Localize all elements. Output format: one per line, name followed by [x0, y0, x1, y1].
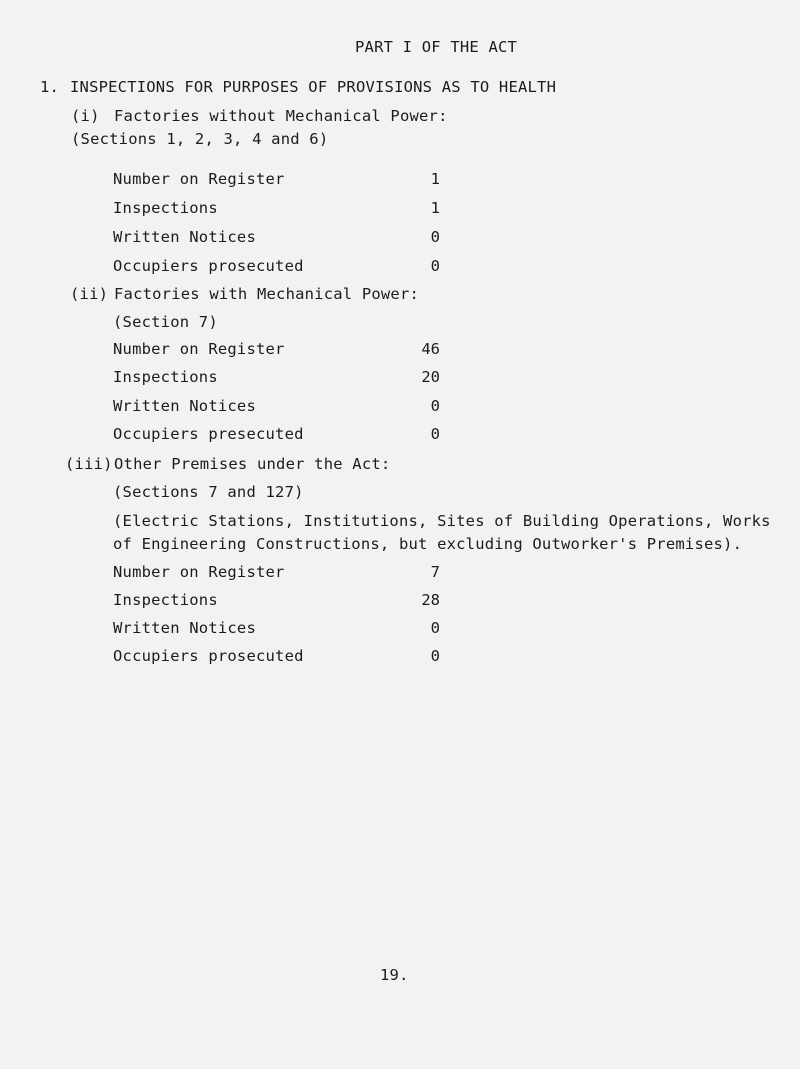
subsection-sections: (Sections 7 and 127): [113, 483, 304, 501]
row-value: 0: [430, 228, 440, 246]
row-label: Written Notices: [113, 619, 256, 637]
subsection-sections: (Sections 1, 2, 3, 4 and 6): [71, 130, 329, 148]
row-value: 0: [430, 425, 440, 443]
row-value: 46: [421, 340, 440, 358]
row-value: 0: [430, 619, 440, 637]
row-value: 20: [421, 368, 440, 386]
row-value: 1: [430, 199, 440, 217]
row-value: 28: [421, 591, 440, 609]
subsection-title: Other Premises under the Act:: [114, 455, 391, 473]
subsection-title: Factories with Mechanical Power:: [114, 285, 420, 303]
row-label: Inspections: [113, 591, 218, 609]
row-value: 0: [430, 397, 440, 415]
section-number: 1.: [40, 78, 60, 96]
subsection-label: (i): [71, 107, 100, 125]
part-title: PART I OF THE ACT: [355, 38, 518, 56]
subsection-title: Factories without Mechanical Power:: [114, 107, 448, 125]
row-label: Occupiers prosecuted: [113, 257, 304, 275]
row-label: Inspections: [113, 199, 218, 217]
row-label: Number on Register: [113, 563, 285, 581]
row-label: Inspections: [113, 368, 218, 386]
section-title: INSPECTIONS FOR PURPOSES OF PROVISIONS AS TO HEALTH: [70, 78, 557, 96]
subsection-label: (iii): [65, 455, 113, 473]
page-number: 19.: [380, 966, 409, 984]
subsection-sections: (Section 7): [113, 313, 218, 331]
row-label: Written Notices: [113, 397, 256, 415]
row-label: Number on Register: [113, 340, 285, 358]
subsection-label: (ii): [70, 285, 109, 303]
row-value: 7: [430, 563, 440, 581]
subsection-note: of Engineering Constructions, but excluding Outworker's Premises).: [113, 535, 743, 553]
row-label: Occupiers prosecuted: [113, 647, 304, 665]
row-value: 0: [430, 647, 440, 665]
row-label: Number on Register: [113, 170, 285, 188]
row-label: Written Notices: [113, 228, 256, 246]
subsection-note: (Electric Stations, Institutions, Sites of Building Operations, Works: [113, 512, 771, 530]
row-label: Occupiers presecuted: [113, 425, 304, 443]
row-value: 0: [430, 257, 440, 275]
row-value: 1: [430, 170, 440, 188]
